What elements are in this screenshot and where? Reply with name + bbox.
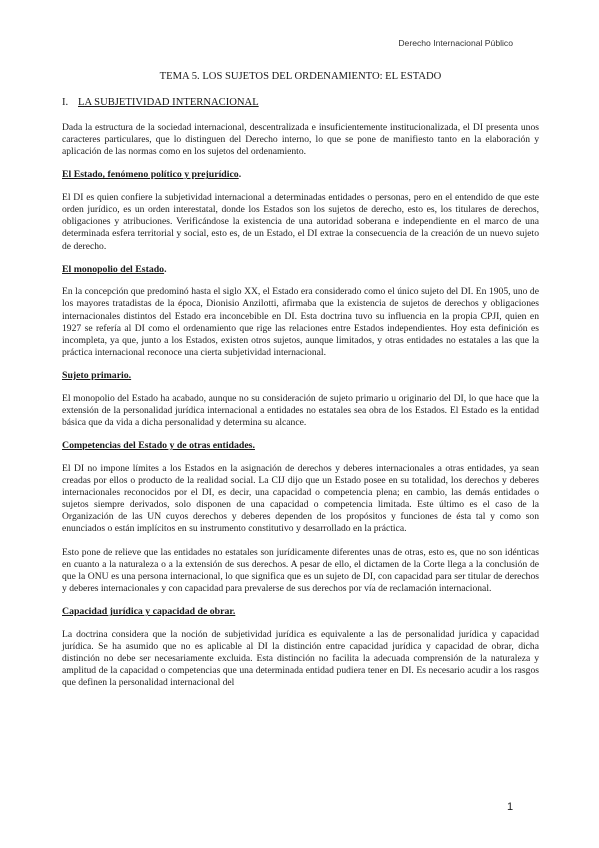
paragraph-estado-fenomeno: El DI es quien confiere la subjetividad internacional a determinadas entidades o personas, pero en el entendido de que este orden jurídico, es un orden interestatal, donde los Estados son los sujetos de derecho, esto es, los titulares de derechos, obligaciones y atribuciones. Verificándose la existencia de una autoridad soberana e independiente en el marco de una determinada esfera territorial y social, esto es, de un Estado, el DI extrae la consecuencia de la creación de un nuevo sujeto de derecho. — [62, 191, 539, 252]
subheading-sujeto-primario — [62, 370, 539, 382]
document-body — [62, 70, 539, 701]
document-title: TEMA 5. LOS SUJETOS DEL ORDENAMIENTO: EL ESTADO — [159, 71, 442, 82]
subheading-text: El Estado, fenómeno político y prejurídico — [62, 169, 239, 181]
section-number: I. — [62, 97, 69, 109]
paragraph-competencias-2: Esto pone de relieve que las entidades no estatales son jurídicamente diferentes unas de otras, esto es, que no son idénticas en cuanto a la naturaleza o a la extensión de sus derechos. A pesar de ello, el dictamen de la Corte llega a la conclusión de que la ONU es una persona internacional, lo que significa que es un sujeto de DI, con capacidad para ser titular de derechos y deberes internacionales y con capacidad para prevalerse de sus derechos por vía de reclamación internacional. — [62, 546, 539, 595]
subheading-text: Capacidad jurídica y capacidad de obrar. — [62, 606, 236, 618]
section-heading — [62, 96, 539, 109]
paragraph-intro: Dada la estructura de la sociedad internacional, descentralizada e insuficientemente institucionalizada, el DI presenta unos caracteres particulares, que lo distinguen del Derecho interno, lo que se pone de manifiesto tanto en la elaboración y aplicación de las normas como en los sujetos del ordenamiento. — [62, 121, 539, 158]
subheading-estado-fenomeno: El Estado, fenómeno político y prejurídico. — [62, 169, 242, 181]
section-title: LA SUBJETIVIDAD INTERNACIONAL — [78, 97, 259, 109]
paragraph-monopolio: En la concepción que predominó hasta el siglo XX, el Estado era considerado como el único sujeto del DI. En 1905, uno de los mayores tratadistas de la época, Dionisio Anzilotti, afirmaba que la existencia de sujetos de derechos y obligaciones internacionales distintos del Estado era inconcebible en DI. Esta doctrina tuvo su influencia en la propia CPJI, quien en 1927 se refería al DI como el ordenamiento que rige las relaciones entre Estados independientes. Hoy esta definición es incompleta, ya que, junto a los Estados, existen otros sujetos, aunque limitados, y otras entidades no estatales a las que la práctica internacional reconoce una cierta subjetividad internacional. — [62, 286, 539, 359]
paragraph-sujeto-primario: El monopolio del Estado ha acabado, aunque no su consideración de sujeto primario u originario del DI, lo que hace que la extensión de la personalidad jurídica internacional a entidades no estatales sea obra de los Estados. El Estado es la entidad básica que da vida a dicha personalidad y determina su alcance. — [62, 392, 539, 428]
subheading-monopolio: El monopolio del Estado. — [62, 263, 167, 275]
subheading-capacidad — [62, 606, 539, 618]
page-number: 1 — [507, 801, 514, 813]
running-header: Derecho Internacional Público — [398, 38, 513, 48]
paragraph-competencias-1: El DI no impone límites a los Estados en la asignación de derechos y deberes internacionales a otras entidades, ya sean creadas por ellos o producto de la realidad social. La CIJ dijo que un Estado posee en su totalidad, los derechos y deberes internacionales reconocidos por el DI, es decir, una capacidad o competencia plena; en cambio, las demás entidades o sujetos siempre derivados, solo disponen de una capacidad o competencia limitada. Este último es el caso de la Organización de las UN cuyos derechos y deberes dependen de los propósitos y funciones de ésta tal y como son enunciados o están implícitos en su instrumento constitutivo y desarrollado en la práctica. — [62, 462, 539, 535]
subheading-text: Competencias del Estado y de otras entidades. — [62, 440, 255, 452]
subheading-text: El monopolio del Estado — [62, 263, 165, 275]
paragraph-capacidad: La doctrina considera que la noción de subjetividad jurídica es equivalente a las de personalidad jurídica y capacidad jurídica. Se ha asumido que no es aplicable al DI la distinción entre capacidad jurídica y capacidad de obrar, dicha distinción no debe ser necesariamente excluida. Esta distinción no facilita la adecuada comprensión de la naturaleza y amplitud de la capacidad o competencias que una determinada entidad pudiera tener en DI. Es necesario acudir a los rasgos que definen la personalidad internacional del — [62, 628, 539, 689]
subheading-text: Sujeto primario. — [62, 370, 132, 382]
subheading-competencias — [62, 440, 539, 452]
